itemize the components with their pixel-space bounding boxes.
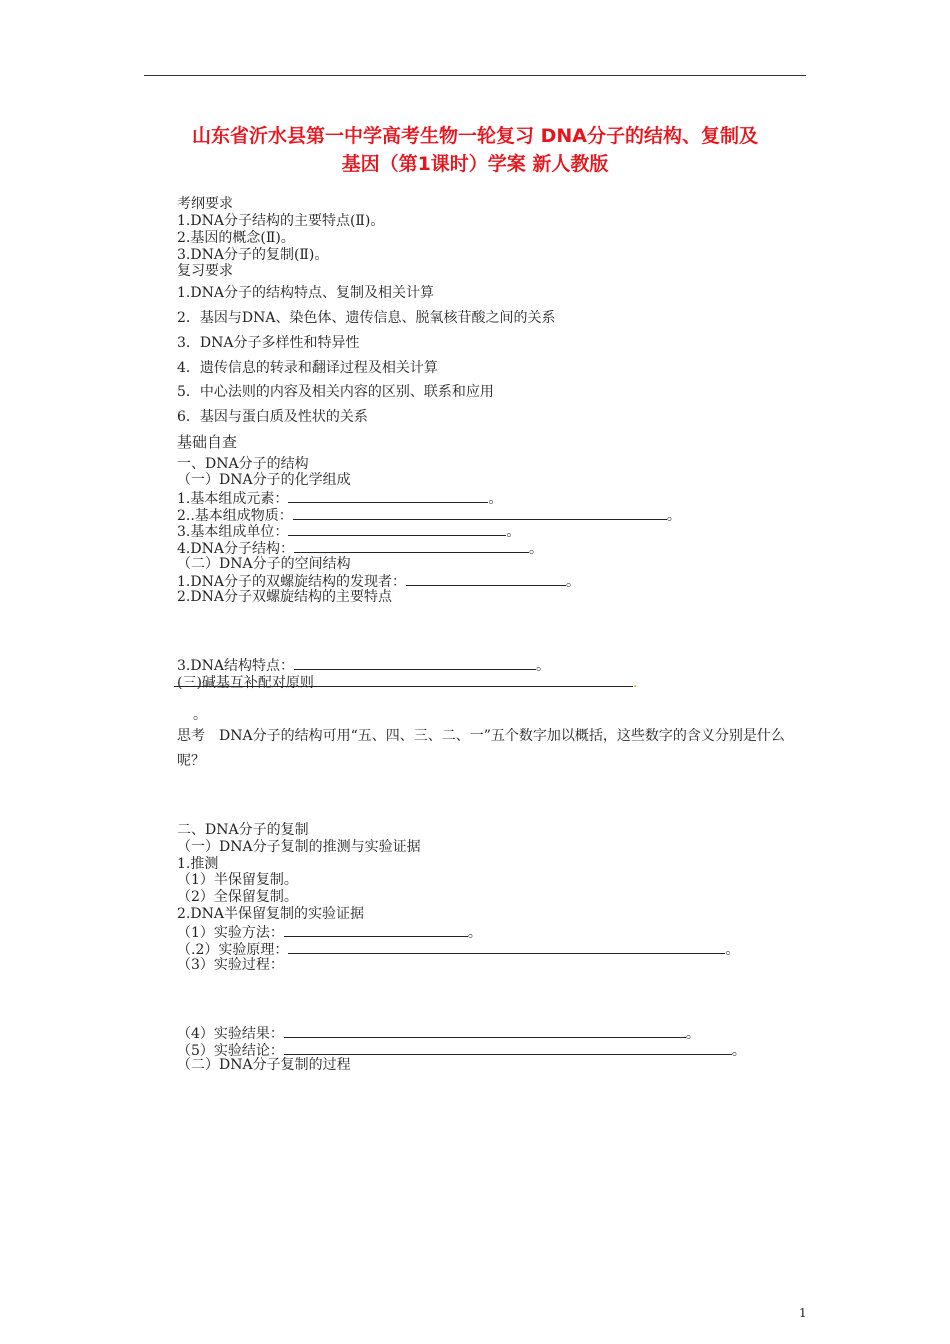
q-helix-features: 2.DNA分子双螺旋结构的主要特点 <box>177 589 392 605</box>
subsection-process: （二）DNA分子复制的过程 <box>177 1057 351 1073</box>
fuxi-item-6: 6．基因与蛋白质及性状的关系 <box>177 409 368 425</box>
guess-semi: （1）半保留复制。 <box>177 872 298 888</box>
q-method-period: 。 <box>467 925 482 941</box>
q-dna-features-period: 。 <box>535 658 550 674</box>
q-method-blank[interactable] <box>284 923 468 937</box>
q-result-period: 。 <box>685 1026 700 1042</box>
q-unit-blank[interactable] <box>288 522 506 536</box>
q-discoverer-period: 。 <box>565 574 580 590</box>
q-substances-period: 。 <box>666 508 681 524</box>
q-principle-label: （.2）实验原理： <box>177 942 289 958</box>
q-conclusion-period: 。 <box>731 1043 746 1059</box>
section-2-heading: 二、DNA分子的复制 <box>177 822 309 838</box>
q-method-label: （1）实验方法： <box>177 925 284 941</box>
q-elements-blank[interactable] <box>288 489 488 503</box>
fuxi-item-1: 1.DNA分子的结构特点、复制及相关计算 <box>177 285 434 301</box>
guess-heading: 1.推测 <box>177 856 219 872</box>
q-structure-period: 。 <box>528 541 543 557</box>
pairing-dot: . <box>632 675 638 691</box>
top-rule <box>144 75 806 76</box>
evidence-heading: 2.DNA半保留复制的实验证据 <box>177 906 364 922</box>
page-number: 1 <box>799 1306 807 1320</box>
subsection-pairing <box>177 673 637 692</box>
q-unit-period: 。 <box>506 524 521 540</box>
subsection-chem: （一）DNA分子的化学组成 <box>177 472 351 488</box>
document-title <box>144 122 806 178</box>
q-elements-period: 。 <box>488 491 503 507</box>
title-line-2: 基因（第1课时）学案 新人教版 <box>341 153 609 175</box>
pairing-label: (三)碱基互补配对原则 <box>177 675 314 691</box>
jichu-heading: 基础自查 <box>177 433 238 451</box>
fuxi-item-3: 3．DNA分子多样性和特异性 <box>177 335 360 351</box>
q-principle-blank[interactable] <box>288 940 725 954</box>
subsection-spatial: （二）DNA分子的空间结构 <box>177 556 351 572</box>
q-result-label: （4）实验结果： <box>177 1026 284 1042</box>
q-discoverer-label: 1.DNA分子的双螺旋结构的发现者： <box>177 574 406 590</box>
kaogang-item-2: 2.基因的概念(Ⅱ)。 <box>177 230 295 246</box>
title-line-1: 山东省沂水县第一中学高考生物一轮复习 DNA分子的结构、复制及 <box>192 125 758 147</box>
fuxi-item-4: 4．遗传信息的转录和翻译过程及相关计算 <box>177 360 438 376</box>
q-result-blank[interactable] <box>284 1024 686 1038</box>
fuxi-item-2: 2．基因与DNA、染色体、遗传信息、脱氧核苷酸之间的关系 <box>177 310 556 326</box>
q-principle-period: 。 <box>725 942 740 958</box>
kaogang-item-1: 1.DNA分子结构的主要特点(Ⅱ)。 <box>177 213 385 229</box>
q-conclusion-label: （5）实验结论： <box>177 1043 284 1059</box>
q-dna-features-blank[interactable] <box>294 656 536 670</box>
q-substances-blank[interactable] <box>293 506 667 520</box>
q-elements-label: 1.基本组成元素： <box>177 491 289 507</box>
q-discoverer-blank[interactable] <box>406 572 566 586</box>
subsection-guess-evidence: （一）DNA分子复制的推测与实验证据 <box>177 839 421 855</box>
kaogang-heading: 考纲要求 <box>177 196 233 212</box>
think-question: 思考 DNA分子的结构可用“五、四、三、二、一”五个数字加以概括，这些数字的含义分别是什么呢？ <box>177 728 785 769</box>
pairing-blank[interactable] <box>174 673 633 687</box>
q-structure-blank[interactable] <box>294 539 529 553</box>
guess-full: （2）全保留复制。 <box>177 889 298 905</box>
q-structure-label: 4.DNA分子结构： <box>177 541 294 557</box>
q-dna-features-label: 3.DNA结构特点： <box>177 658 294 674</box>
fuxi-item-5: 5．中心法则的内容及相关内容的区别、联系和应用 <box>177 384 494 400</box>
section-1-heading: 一、DNA分子的结构 <box>177 456 309 472</box>
q-conclusion-blank[interactable] <box>284 1041 732 1055</box>
q-procedure: （3）实验过程： <box>177 957 284 973</box>
q-unit-label: 3.基本组成单位： <box>177 524 289 540</box>
pairing-period: 。 <box>193 707 207 723</box>
kaogang-item-3: 3.DNA分子的复制(Ⅱ)。 <box>177 247 329 263</box>
q-substances-label: 2..基本组成物质： <box>177 508 293 524</box>
fuxi-heading: 复习要求 <box>177 263 233 279</box>
